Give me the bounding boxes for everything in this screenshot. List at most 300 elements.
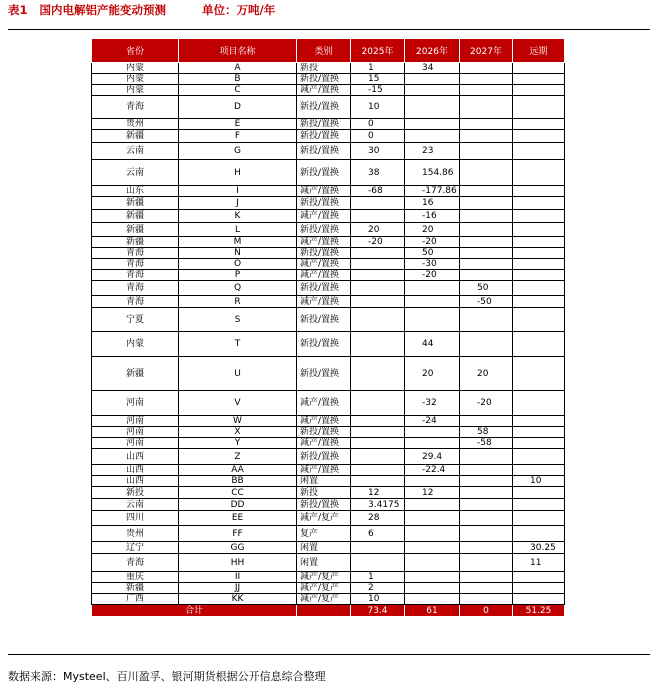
table-row	[92, 427, 565, 438]
cell-y2026: 12	[405, 487, 460, 499]
cell-future	[513, 594, 565, 605]
total-2025: 73.4	[351, 605, 405, 617]
cell-y2027	[460, 143, 513, 160]
cell-y2026	[405, 74, 460, 85]
table-row	[92, 248, 565, 259]
cell-province: 内蒙	[92, 63, 179, 74]
cell-category: 减产/置换	[297, 438, 351, 449]
cell-y2026: -20	[405, 237, 460, 248]
cell-category: 减产/置换	[297, 391, 351, 416]
cell-province: 青海	[92, 554, 179, 572]
cell-y2025	[351, 554, 405, 572]
cell-y2025: -15	[351, 85, 405, 96]
total-future: 51.25	[513, 605, 565, 617]
cell-province: 新疆	[92, 130, 179, 143]
cell-category: 闲置	[297, 542, 351, 554]
cell-y2027	[460, 248, 513, 259]
cell-category: 减产/复产	[297, 511, 351, 526]
cell-y2027	[460, 572, 513, 583]
cell-category: 新投	[297, 63, 351, 74]
cell-y2027	[460, 594, 513, 605]
cell-y2026: 20	[405, 223, 460, 237]
cell-province: 广西	[92, 594, 179, 605]
cell-y2027	[460, 526, 513, 542]
cell-category: 减产/置换	[297, 416, 351, 427]
cell-category: 减产/置换	[297, 465, 351, 476]
cell-project: GG	[179, 542, 297, 554]
cell-y2025	[351, 308, 405, 332]
cell-y2025	[351, 416, 405, 427]
cell-y2026	[405, 594, 460, 605]
cell-y2025	[351, 248, 405, 259]
cell-province: 青海	[92, 248, 179, 259]
table-row	[92, 511, 565, 526]
cell-province: 山东	[92, 186, 179, 197]
cell-y2026	[405, 572, 460, 583]
cell-y2026	[405, 308, 460, 332]
cell-future	[513, 487, 565, 499]
table-row	[92, 160, 565, 186]
cell-y2027	[460, 308, 513, 332]
cell-province: 山西	[92, 476, 179, 487]
cell-future	[513, 526, 565, 542]
cell-project: G	[179, 143, 297, 160]
table-row	[92, 237, 565, 248]
cell-future	[513, 572, 565, 583]
cell-y2026: 154.86	[405, 160, 460, 186]
cell-project: S	[179, 308, 297, 332]
cell-y2026: 29.4	[405, 449, 460, 465]
header-row	[92, 39, 565, 63]
cell-y2026: 16	[405, 197, 460, 210]
cell-y2026	[405, 281, 460, 296]
cell-category: 减产/置换	[297, 259, 351, 270]
source-note: 数据来源：Mysteel、百川盈孚、银河期货根据公开信息综合整理	[8, 670, 326, 683]
cell-y2025	[351, 296, 405, 308]
cell-y2025	[351, 197, 405, 210]
cell-category: 减产/复产	[297, 583, 351, 594]
cell-future	[513, 259, 565, 270]
cell-province: 新疆	[92, 197, 179, 210]
cell-y2025: 1	[351, 572, 405, 583]
total-label: 合计	[92, 605, 297, 617]
cell-y2027: -58	[460, 438, 513, 449]
cell-y2025: 15	[351, 74, 405, 85]
cell-province: 青海	[92, 96, 179, 119]
cell-future	[513, 499, 565, 511]
cell-project: L	[179, 223, 297, 237]
cell-category: 新投	[297, 487, 351, 499]
cell-y2026: 50	[405, 248, 460, 259]
cell-y2026	[405, 119, 460, 130]
cell-project: V	[179, 391, 297, 416]
cell-y2027	[460, 63, 513, 74]
cell-project: II	[179, 572, 297, 583]
cell-province: 贵州	[92, 526, 179, 542]
cell-y2027	[460, 270, 513, 281]
cell-y2026	[405, 427, 460, 438]
cell-future	[513, 85, 565, 96]
cell-future	[513, 449, 565, 465]
cell-province: 新疆	[92, 223, 179, 237]
cell-province: 青海	[92, 259, 179, 270]
table-row	[92, 270, 565, 281]
cell-category: 减产/置换	[297, 85, 351, 96]
cell-y2027	[460, 416, 513, 427]
cell-project: R	[179, 296, 297, 308]
cell-y2025	[351, 465, 405, 476]
header-future: 远期	[513, 39, 565, 63]
cell-project: I	[179, 186, 297, 197]
cell-y2027	[460, 487, 513, 499]
table-row	[92, 554, 565, 572]
cell-project: D	[179, 96, 297, 119]
cell-y2027	[460, 332, 513, 357]
bottom-rule	[8, 654, 650, 655]
cell-category: 新投/置换	[297, 197, 351, 210]
cell-province: 青海	[92, 296, 179, 308]
cell-y2026: -32	[405, 391, 460, 416]
cell-future	[513, 119, 565, 130]
cell-province: 新投	[92, 487, 179, 499]
header-2027: 2027年	[460, 39, 513, 63]
cell-future	[513, 438, 565, 449]
table-row	[92, 332, 565, 357]
cell-y2027	[460, 197, 513, 210]
table-row	[92, 308, 565, 332]
cell-province: 云南	[92, 499, 179, 511]
cell-province: 河南	[92, 438, 179, 449]
cell-category: 新投/置换	[297, 248, 351, 259]
table-row	[92, 296, 565, 308]
cell-province: 青海	[92, 270, 179, 281]
table-row	[92, 542, 565, 554]
cell-y2026: -16	[405, 210, 460, 223]
cell-future	[513, 465, 565, 476]
cell-project: AA	[179, 465, 297, 476]
cell-project: M	[179, 237, 297, 248]
cell-category: 新投/置换	[297, 143, 351, 160]
cell-province: 新疆	[92, 210, 179, 223]
cell-y2026	[405, 96, 460, 119]
cell-y2027	[460, 160, 513, 186]
table-row	[92, 572, 565, 583]
header-2025: 2025年	[351, 39, 405, 63]
table-row	[92, 259, 565, 270]
cell-y2026: 34	[405, 63, 460, 74]
cell-province: 河南	[92, 416, 179, 427]
cell-y2025	[351, 281, 405, 296]
top-rule	[8, 29, 650, 30]
table-caption: 国内电解铝产能变动预测	[39, 3, 167, 17]
cell-future	[513, 186, 565, 197]
cell-project: O	[179, 259, 297, 270]
cell-category: 减产/置换	[297, 270, 351, 281]
cell-future	[513, 130, 565, 143]
cell-y2025	[351, 332, 405, 357]
table-row	[92, 143, 565, 160]
cell-project: CC	[179, 487, 297, 499]
cell-project: BB	[179, 476, 297, 487]
cell-y2026: 23	[405, 143, 460, 160]
cell-province: 内蒙	[92, 332, 179, 357]
cell-project: C	[179, 85, 297, 96]
cell-category: 新投/置换	[297, 119, 351, 130]
cell-province: 新疆	[92, 237, 179, 248]
cell-future	[513, 296, 565, 308]
cell-future	[513, 281, 565, 296]
cell-province: 内蒙	[92, 85, 179, 96]
table-row	[92, 499, 565, 511]
cell-y2025	[351, 270, 405, 281]
cell-y2027	[460, 210, 513, 223]
cell-category: 新投/置换	[297, 96, 351, 119]
cell-y2025	[351, 391, 405, 416]
cell-project: U	[179, 357, 297, 391]
cell-category: 新投/置换	[297, 449, 351, 465]
cell-future	[513, 237, 565, 248]
cell-y2026	[405, 542, 460, 554]
cell-category: 闲置	[297, 476, 351, 487]
cell-y2027	[460, 259, 513, 270]
cell-y2027	[460, 465, 513, 476]
cell-y2026: -22.4	[405, 465, 460, 476]
table-body	[92, 63, 565, 617]
cell-future	[513, 96, 565, 119]
cell-project: J	[179, 197, 297, 210]
header-province: 省份	[92, 39, 179, 63]
table-row	[92, 223, 565, 237]
total-category-cell	[297, 605, 351, 617]
cell-category: 减产/置换	[297, 186, 351, 197]
cell-y2027	[460, 476, 513, 487]
cell-y2027	[460, 237, 513, 248]
table-row	[92, 487, 565, 499]
cell-y2025	[351, 438, 405, 449]
cell-project: DD	[179, 499, 297, 511]
cell-y2026	[405, 511, 460, 526]
cell-future	[513, 427, 565, 438]
cell-province: 内蒙	[92, 74, 179, 85]
cell-y2027	[460, 223, 513, 237]
cell-y2026	[405, 583, 460, 594]
cell-y2027	[460, 449, 513, 465]
cell-project: E	[179, 119, 297, 130]
cell-category: 新投/置换	[297, 281, 351, 296]
cell-future	[513, 74, 565, 85]
table-row	[92, 465, 565, 476]
cell-province: 青海	[92, 281, 179, 296]
cell-y2025: 28	[351, 511, 405, 526]
cell-category: 复产	[297, 526, 351, 542]
cell-y2027	[460, 583, 513, 594]
cell-y2025: 2	[351, 583, 405, 594]
cell-y2025: 20	[351, 223, 405, 237]
cell-future	[513, 332, 565, 357]
cell-future	[513, 143, 565, 160]
cell-y2027	[460, 186, 513, 197]
cell-y2027	[460, 542, 513, 554]
cell-project: H	[179, 160, 297, 186]
table-row	[92, 210, 565, 223]
cell-category: 新投/置换	[297, 308, 351, 332]
cell-project: JJ	[179, 583, 297, 594]
table-row	[92, 416, 565, 427]
cell-category: 新投/置换	[297, 499, 351, 511]
total-row	[92, 605, 565, 617]
table-row	[92, 186, 565, 197]
header-2026: 2026年	[405, 39, 460, 63]
cell-future	[513, 416, 565, 427]
cell-category: 减产/置换	[297, 210, 351, 223]
cell-category: 新投/置换	[297, 223, 351, 237]
table-row	[92, 449, 565, 465]
cell-future	[513, 391, 565, 416]
cell-y2026	[405, 438, 460, 449]
cell-future	[513, 357, 565, 391]
cell-category: 新投/置换	[297, 427, 351, 438]
cell-y2027: 58	[460, 427, 513, 438]
cell-future	[513, 63, 565, 74]
cell-y2026	[405, 476, 460, 487]
cell-y2027: 50	[460, 281, 513, 296]
total-2027: 0	[460, 605, 513, 617]
cell-province: 宁夏	[92, 308, 179, 332]
cell-province: 云南	[92, 143, 179, 160]
cell-project: Y	[179, 438, 297, 449]
table-row	[92, 281, 565, 296]
cell-project: F	[179, 130, 297, 143]
cell-province: 河南	[92, 427, 179, 438]
cell-y2025: 30	[351, 143, 405, 160]
cell-future	[513, 197, 565, 210]
cell-y2025: 10	[351, 96, 405, 119]
cell-y2026	[405, 526, 460, 542]
cell-category: 减产/复产	[297, 594, 351, 605]
cell-future: 30.25	[513, 542, 565, 554]
cell-project: HH	[179, 554, 297, 572]
cell-future	[513, 223, 565, 237]
cell-project: K	[179, 210, 297, 223]
cell-y2025: 6	[351, 526, 405, 542]
cell-category: 新投/置换	[297, 160, 351, 186]
cell-y2027: 20	[460, 357, 513, 391]
table-row	[92, 594, 565, 605]
cell-project: X	[179, 427, 297, 438]
cell-y2027: -20	[460, 391, 513, 416]
cell-y2026: -30	[405, 259, 460, 270]
cell-y2025: 0	[351, 130, 405, 143]
cell-y2025	[351, 476, 405, 487]
unit-label: 单位：万吨/年	[202, 3, 276, 17]
cell-y2025	[351, 542, 405, 554]
cell-y2027	[460, 499, 513, 511]
cell-y2026	[405, 296, 460, 308]
cell-y2025: 0	[351, 119, 405, 130]
table-row	[92, 357, 565, 391]
cell-y2027	[460, 85, 513, 96]
table-row	[92, 130, 565, 143]
cell-province: 四川	[92, 511, 179, 526]
cell-future	[513, 210, 565, 223]
cell-y2025: 10	[351, 594, 405, 605]
cell-project: FF	[179, 526, 297, 542]
table-row	[92, 96, 565, 119]
cell-y2027: -50	[460, 296, 513, 308]
table-row	[92, 583, 565, 594]
table-row	[92, 197, 565, 210]
cell-y2025	[351, 357, 405, 391]
cell-y2026	[405, 130, 460, 143]
cell-y2025	[351, 449, 405, 465]
cell-y2026	[405, 499, 460, 511]
cell-project: P	[179, 270, 297, 281]
cell-project: B	[179, 74, 297, 85]
cell-future: 10	[513, 476, 565, 487]
table-row	[92, 526, 565, 542]
cell-y2025: 38	[351, 160, 405, 186]
cell-y2027	[460, 554, 513, 572]
cell-category: 减产/复产	[297, 572, 351, 583]
cell-province: 新疆	[92, 357, 179, 391]
cell-future	[513, 160, 565, 186]
cell-project: Z	[179, 449, 297, 465]
cell-province: 新疆	[92, 583, 179, 594]
table-row	[92, 74, 565, 85]
table-number: 表1	[8, 3, 28, 17]
cell-future	[513, 308, 565, 332]
cell-y2025	[351, 210, 405, 223]
cell-y2026	[405, 554, 460, 572]
cell-y2026: -24	[405, 416, 460, 427]
cell-y2026: 44	[405, 332, 460, 357]
cell-province: 河南	[92, 391, 179, 416]
cell-y2026: -20	[405, 270, 460, 281]
table-title	[8, 2, 275, 18]
cell-future	[513, 511, 565, 526]
cell-project: Q	[179, 281, 297, 296]
cell-y2025	[351, 259, 405, 270]
cell-y2026: 20	[405, 357, 460, 391]
cell-province: 云南	[92, 160, 179, 186]
cell-project: N	[179, 248, 297, 259]
header-category: 类别	[297, 39, 351, 63]
cell-category: 减产/置换	[297, 237, 351, 248]
cell-y2026: -177.86	[405, 186, 460, 197]
cell-project: A	[179, 63, 297, 74]
cell-y2027	[460, 130, 513, 143]
table-row	[92, 85, 565, 96]
cell-y2027	[460, 511, 513, 526]
cell-category: 新投/置换	[297, 332, 351, 357]
cell-y2026	[405, 85, 460, 96]
cell-y2027	[460, 96, 513, 119]
cell-future	[513, 270, 565, 281]
cell-future	[513, 248, 565, 259]
cell-project: EE	[179, 511, 297, 526]
cell-category: 减产/置换	[297, 296, 351, 308]
cell-province: 山西	[92, 465, 179, 476]
cell-project: T	[179, 332, 297, 357]
cell-project: W	[179, 416, 297, 427]
cell-y2025: 3.4175	[351, 499, 405, 511]
cell-province: 山西	[92, 449, 179, 465]
cell-y2025	[351, 427, 405, 438]
total-2026: 61	[405, 605, 460, 617]
cell-y2025: -20	[351, 237, 405, 248]
cell-y2027	[460, 74, 513, 85]
table-row	[92, 119, 565, 130]
